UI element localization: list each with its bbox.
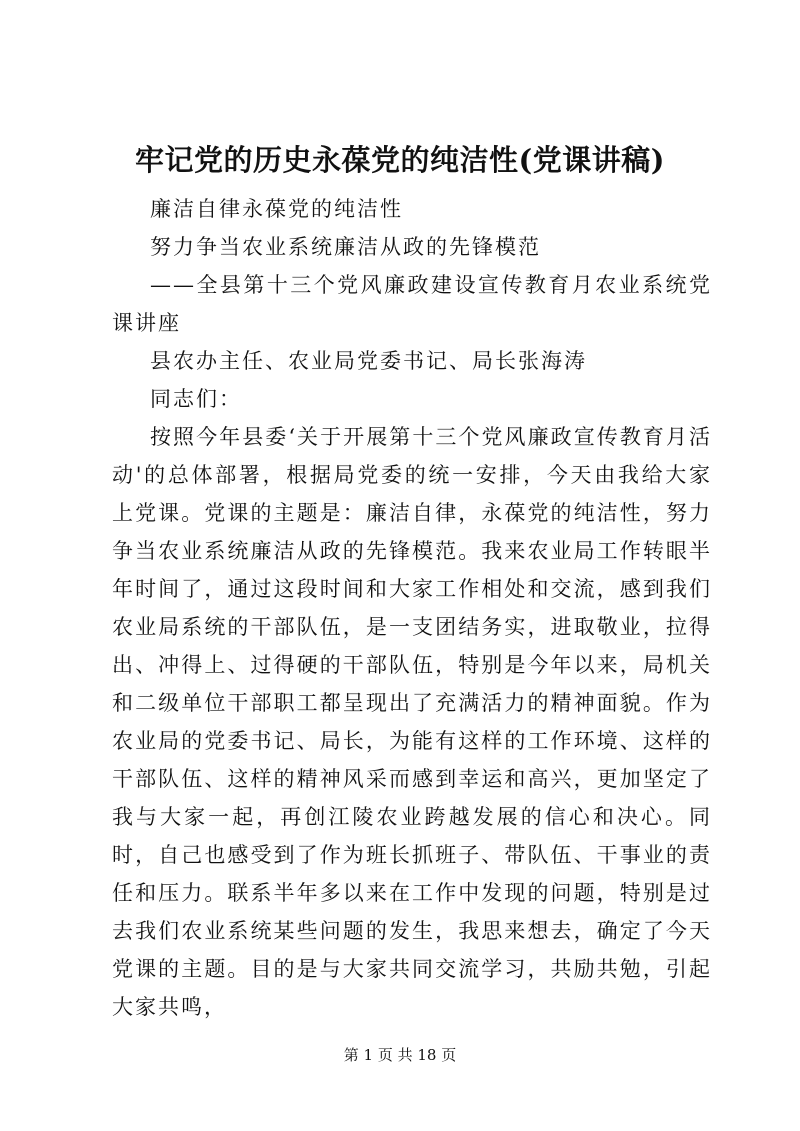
subtitle-line-2: 努力争当农业系统廉洁从政的先锋模范 [150, 235, 541, 259]
page-title: 牢记党的历史永葆党的纯洁性(党课讲稿) [135, 143, 665, 177]
document-body [112, 190, 712, 1026]
salutation: 同志们： [150, 387, 242, 411]
body-paragraph: 按照今年县委‘关于开展第十三个党风廉政宣传教育月活动'的总体部署，根据局党委的统一安排，今天由我给大家上党课。党课的主题是：廉洁自律，永葆党的纯洁性，努力争当农业系统廉洁从政的先锋模范。我来农业局工作转眼半年时间了，通过这段时间和大家工作相处和交流，感到我们农业局系统的干部队伍，是一支团结务实，进取敬业，拉得出、冲得上、过得硬的干部队伍，特别是今年以来，局机关和二级单位干部职工都呈现出了充满活力的精神面貌。作为农业局的党委书记、局长，为能有这样的工作环境、这样的干部队伍、这样的精神风采而感到幸运和高兴，更加坚定了我与大家一起，再创江陵农业跨越发展的信心和决心。同时，自己也感受到了作为班长抓班子、带队伍、干事业的责任和压力。联系半年多以来在工作中发现的问题，特别是过去我们农业系统某些问题的发生，我思来想去，确定了今天党课的主题。目的是与大家共同交流学习，共励共勉，引起大家共鸣， [112, 425, 712, 1019]
page-footer: 第 1 页 共 18 页 [343, 1046, 457, 1064]
author-line: 县农办主任、农业局党委书记、局长张海涛 [150, 349, 587, 373]
subtitle-line-3: ——全县第十三个党风廉政建设宣传教育月农业系统党课讲座 [112, 273, 712, 335]
subtitle-line-1: 廉洁自律永葆党的纯洁性 [150, 197, 403, 221]
